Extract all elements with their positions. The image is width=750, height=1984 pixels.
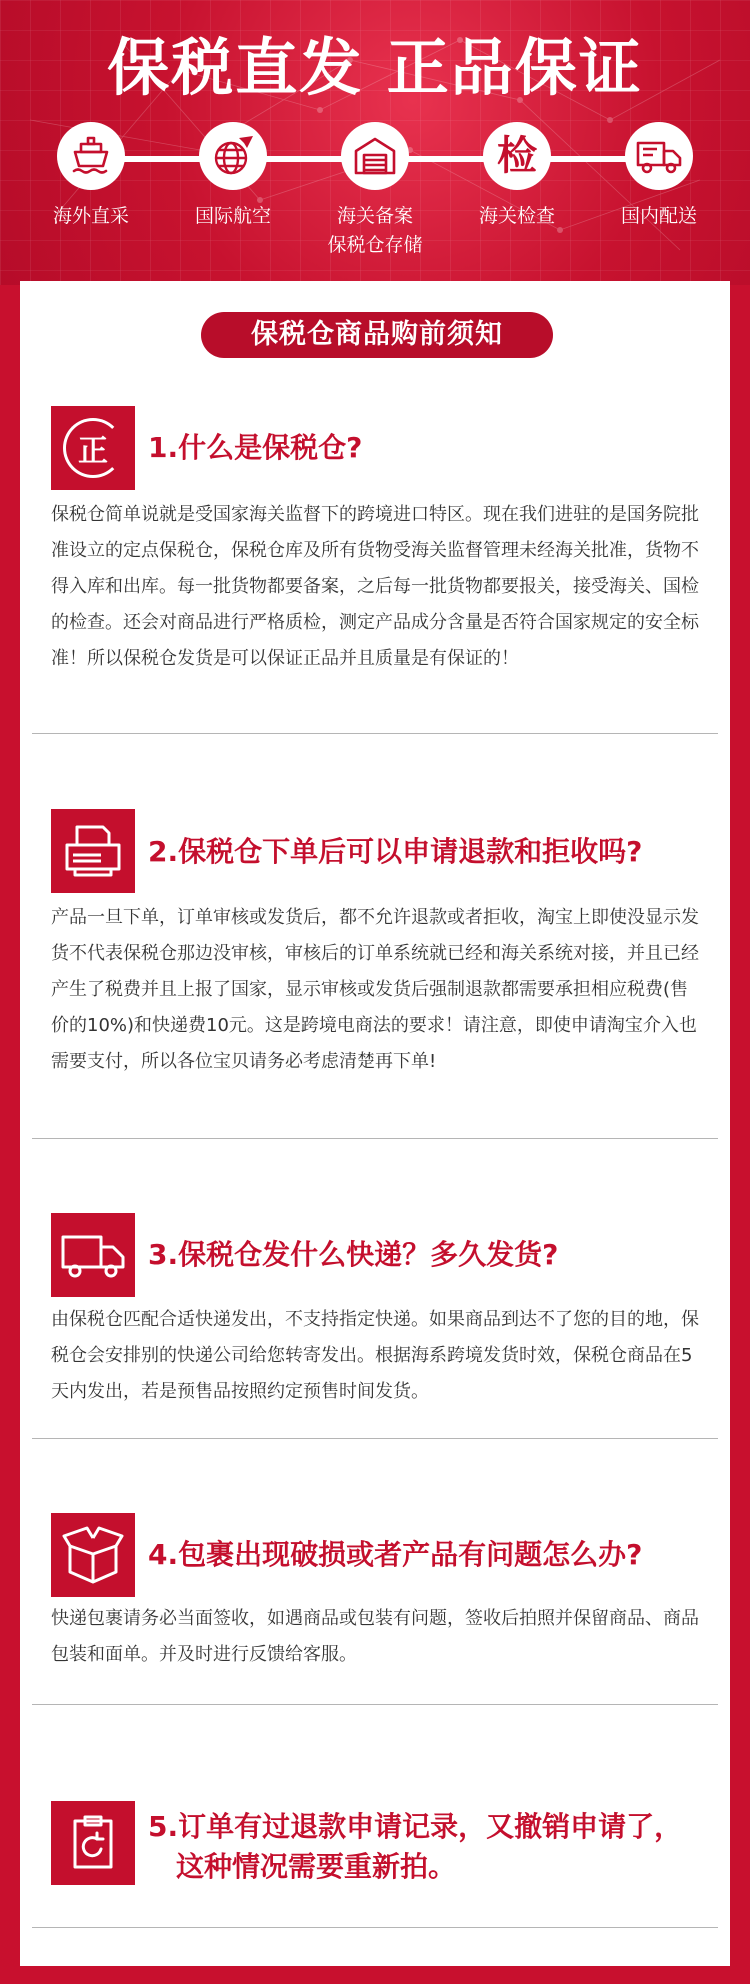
section-heading: 3.保税仓发什么快递？多久发货? xyxy=(148,1238,559,1271)
notice-title: 保税仓商品购前须知 xyxy=(201,312,553,358)
warehouse-icon xyxy=(352,133,398,179)
section-divider xyxy=(32,1927,718,1928)
section-icon-box xyxy=(51,809,135,893)
step-overseas-purchase xyxy=(21,122,161,231)
step-customs-record xyxy=(305,122,445,260)
section-divider xyxy=(32,1438,718,1439)
printer-icon xyxy=(61,821,125,881)
step-label: 海外直采 xyxy=(52,205,129,227)
open-box-icon xyxy=(60,1524,126,1586)
step-icon-circle xyxy=(483,122,551,190)
step-customs-inspection xyxy=(447,122,587,231)
step-icon-circle xyxy=(199,122,267,190)
section-heading: 1.什么是保税仓? xyxy=(148,431,363,464)
notice-card xyxy=(20,281,730,1966)
section-divider xyxy=(32,733,718,734)
step-icon-circle xyxy=(57,122,125,190)
section-body: 快递包裹请务必当面签收，如遇商品或包装有问题，签收后拍照并保留商品、商品包装和面单。并及时进行反馈给客服。 xyxy=(51,1608,699,1665)
step-icon-circle xyxy=(625,122,693,190)
step-international-air xyxy=(163,122,303,231)
section-heading: 4.包裹出现破损或者产品有问题怎么办? xyxy=(148,1538,643,1571)
refresh-clipboard-icon xyxy=(67,1813,119,1873)
truck-icon xyxy=(635,133,683,179)
section-icon-box xyxy=(51,1213,135,1297)
ship-icon xyxy=(68,133,114,179)
truck-icon xyxy=(59,1227,127,1283)
inspect-icon: 检 xyxy=(497,133,537,179)
section-heading: 2.保税仓下单后可以申请退款和拒收吗? xyxy=(148,835,643,868)
section-divider xyxy=(32,1138,718,1139)
globe-plane-icon xyxy=(209,132,257,180)
section-icon-box xyxy=(51,1513,135,1597)
section-divider xyxy=(32,1704,718,1705)
step-label: 国际航空 xyxy=(194,205,271,227)
step-label: 海关备案 保税仓存储 xyxy=(327,205,423,256)
hero-title: 保税直发 正品保证 xyxy=(107,31,643,104)
step-label: 国内配送 xyxy=(620,205,697,227)
section-body: 由保税仓匹配合适快递发出，不支持指定快递。如果商品到达不了您的目的地，保税仓会安排别的快递公司给您转寄发出。根据海系跨境发货时效，保税仓商品在5天内发出，若是预售品按照约定预售时间发货。 xyxy=(51,1309,699,1402)
section-icon-box xyxy=(51,406,135,490)
step-label: 海关检查 xyxy=(478,205,555,227)
hero-banner xyxy=(0,0,750,285)
section-body: 保税仓简单说就是受国家海关监督下的跨境进口特区。现在我们进驻的是国务院批准设立的定点保税仓，保税仓库及所有货物受海关监督管理未经海关批准，货物不得入库和出库。每一批货物都要备案，之后每一批货物都要报关，接受海关、国检的检查。还会对商品进行严格质检，测定产品成分含量是否符合国家规定的安全标准！所以保税仓发货是可以保证正品并且质量是有保证的！ xyxy=(51,504,699,669)
step-domestic-delivery xyxy=(589,122,729,231)
section-heading: 5.订单有过退款申请记录，又撤销申请了， 这种情况需要重新拍。 xyxy=(148,1810,683,1883)
step-icon-circle xyxy=(341,122,409,190)
section-icon-box xyxy=(51,1801,135,1885)
section-body: 产品一旦下单，订单审核或发货后，都不允许退款或者拒收，淘宝上即使没显示发货不代表保税仓那边没审核，审核后的订单系统就已经和海关系统对接，并且已经产生了税费并且上报了国家，显示审核或发货后强制退款都需要承担相应税费(售价的10%)和快递费10元。这是跨境电商法的要求！请注意，即使申请淘宝介入也需要支付，所以各位宝贝请务必考虑清楚再下单! xyxy=(51,907,699,1072)
zheng-seal-icon: 正 xyxy=(63,418,123,478)
